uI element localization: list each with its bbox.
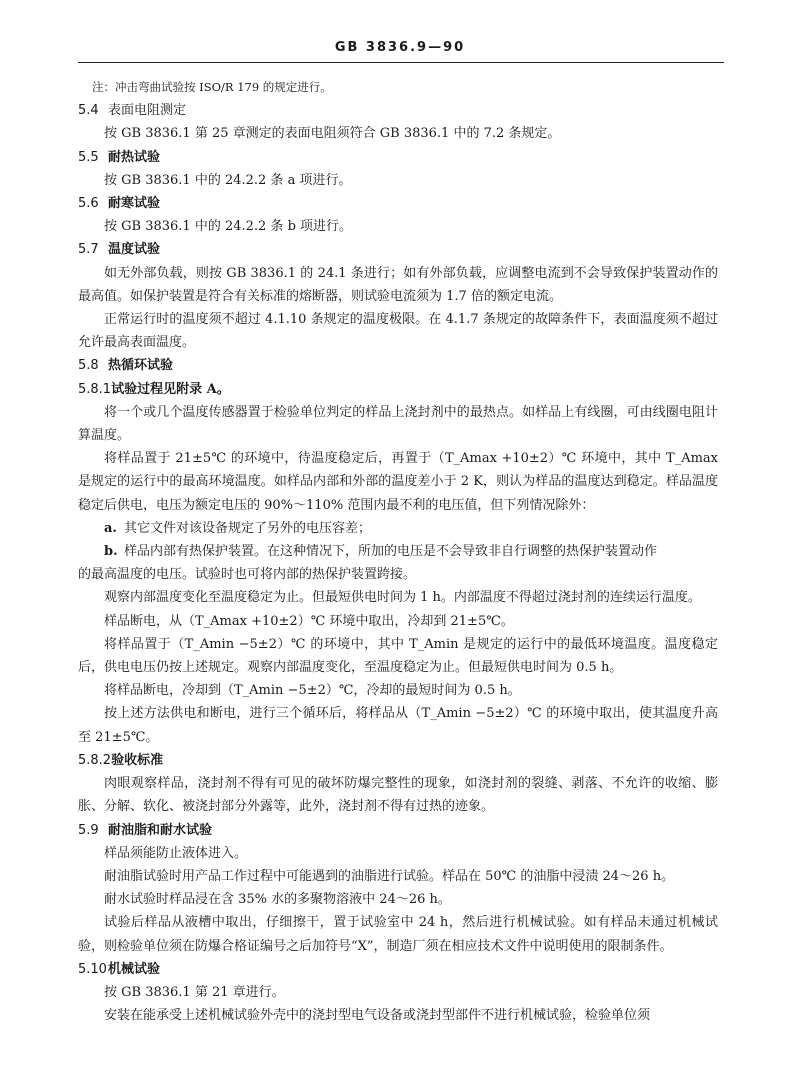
paragraph: 将一个或几个温度传感器置于检验单位判定的样品上浇封剂中的最热点。如样品上有线圈，可由线圈电阻计算温度。 <box>78 404 718 444</box>
list-marker: b. <box>104 544 118 560</box>
paragraph: 安装在能承受上述机械试验外壳中的浇封型电气设备或浇封型部件不进行机械试验，检验单位须 <box>104 1008 651 1024</box>
paragraph: 观察内部温度变化至温度稳定为止。但最短供电时间为 1 h。内部温度不得超过浇封剂的连续运行温度。 <box>104 590 701 606</box>
paragraph: 将样品置于 21±5℃ 的环境中，待温度稳定后，再置于（T_Amax +10±2）℃ 环境中，其中 T_Amax 是规定的运行中的最高环境温度。如样品内部和外部的温度差小于 2 K，则认为样品的温度达到稳定。样品温度稳定后供电，电压为额定电压的 90%～110% 范围内最不利的电压值，但下列情况除外： <box>78 451 718 513</box>
section-heading <box>78 99 718 122</box>
section-number: 5.8.1 <box>78 381 112 397</box>
section-heading <box>78 819 718 842</box>
section-title: 耐寒试验 <box>108 196 161 212</box>
section-title: 验收标准 <box>111 752 164 768</box>
section-number: 5.7 <box>78 242 99 258</box>
paragraph: 肉眼观察样品，浇封剂不得有可见的破坏防爆完整性的现象，如浇封剂的裂缝、剥落、不允许的收缩、膨胀、分解、软化、被浇封部分外露等，此外，浇封剂不得有过热的迹象。 <box>78 776 718 815</box>
section-number: 5.10 <box>78 961 107 977</box>
section-heading <box>78 146 718 169</box>
section-heading <box>78 354 718 377</box>
paragraph: 耐油脂试验时用产品工作过程中可能遇到的油脂进行试验。样品在 50℃ 的油脂中浸渍 24～26 h。 <box>104 868 675 884</box>
paragraph: 将样品置于（T_Amin −5±2）℃ 的环境中，其中 T_Amin 是规定的运行中的最低环境温度。温度稳定后，供电电压仍按上述规定。观察内部温度变化，至温度稳定为止。但最短供电时间为 0.5 h。 <box>78 636 718 676</box>
section-title: 耐油脂和耐水试验 <box>108 822 213 838</box>
paragraph: 样品须能防止液体进入。 <box>104 845 248 861</box>
list-item-text: 样品内部有热保护装置。在这种情况下，所加的电压是不会导致非自行调整的热保护装置动作 <box>124 544 658 560</box>
section-number: 5.5 <box>78 149 99 165</box>
paragraph: 将样品断电，冷却到（T_Amin −5±2）℃，冷却的最短时间为 0.5 h。 <box>104 683 521 699</box>
section-number: 5.8.2 <box>78 752 112 768</box>
section-number: 5.4 <box>78 103 99 119</box>
list-marker: a. <box>104 520 117 536</box>
section-heading <box>78 238 718 261</box>
section-heading <box>78 192 718 215</box>
section-title: 表面电阻测定 <box>108 103 187 119</box>
paragraph: 按上述方法供电和断电，进行三个循环后，将样品从（T_Amin −5±2）℃ 的环境中取出，使其温度升高至 21±5℃。 <box>78 706 718 745</box>
paragraph: 按 GB 3836.1 中的 24.2.2 条 a 项进行。 <box>104 172 352 188</box>
section-heading <box>78 958 718 981</box>
list-item-text: 其它文件对该设备规定了另外的电压容差； <box>124 520 372 536</box>
section-title: 温度试验 <box>108 242 161 258</box>
section-title: 试验过程见附录 A。 <box>111 381 230 397</box>
section-number: 5.8 <box>78 358 99 374</box>
document-body <box>78 76 718 1027</box>
paragraph: 按 GB 3836.1 第 25 章测定的表面电阻须符合 GB 3836.1 中的 7.2 条规定。 <box>104 126 561 142</box>
section-title: 热循环试验 <box>108 358 174 374</box>
paragraph: 正常运行时的温度须不超过 4.1.10 条规定的温度极限。在 4.1.7 条规定的故障条件下，表面温度须不超过允许最高表面温度。 <box>78 312 718 351</box>
list-item <box>78 540 718 563</box>
paragraph: 样品断电，从（T_Amax +10±2）℃ 环境中取出，冷却到 21±5℃。 <box>104 613 514 629</box>
note-text: 注：冲击弯曲试验按 ISO/R 179 的规定进行。 <box>92 80 332 94</box>
paragraph: 的最高温度的电压。试验时也可将内部的热保护装置跨接。 <box>78 567 417 583</box>
header-rule <box>78 62 724 63</box>
section-heading <box>78 749 718 772</box>
section-title: 耐热试验 <box>108 149 161 165</box>
section-number: 5.6 <box>78 196 99 212</box>
section-number: 5.9 <box>78 822 99 838</box>
list-item <box>78 517 718 540</box>
paragraph: 试验后样品从液槽中取出，仔细擦干，置于试验室中 24 h，然后进行机械试验。如有样品未通过机械试验，则检验单位须在防爆合格证编号之后加符号“X”，制造厂须在相应技术文件中说明使用的限制条件。 <box>78 915 718 954</box>
paragraph: 按 GB 3836.1 第 21 章进行。 <box>104 984 285 1000</box>
paragraph: 耐水试验时样品浸在含 35% 水的多聚物溶液中 24～26 h。 <box>104 892 451 908</box>
section-title: 机械试验 <box>108 961 161 977</box>
paragraph: 按 GB 3836.1 中的 24.2.2 条 b 项进行。 <box>104 219 353 235</box>
paragraph: 如无外部负载，则按 GB 3836.1 的 24.1 条进行；如有外部负载，应调整电流到不会导致保护装置动作的最高值。如保护装置是符合有关标准的熔断器，则试验电流须为 1.7 倍的额定电流。 <box>78 265 718 304</box>
section-heading <box>78 378 718 401</box>
page-header: GB 3836.9—90 <box>334 40 466 55</box>
